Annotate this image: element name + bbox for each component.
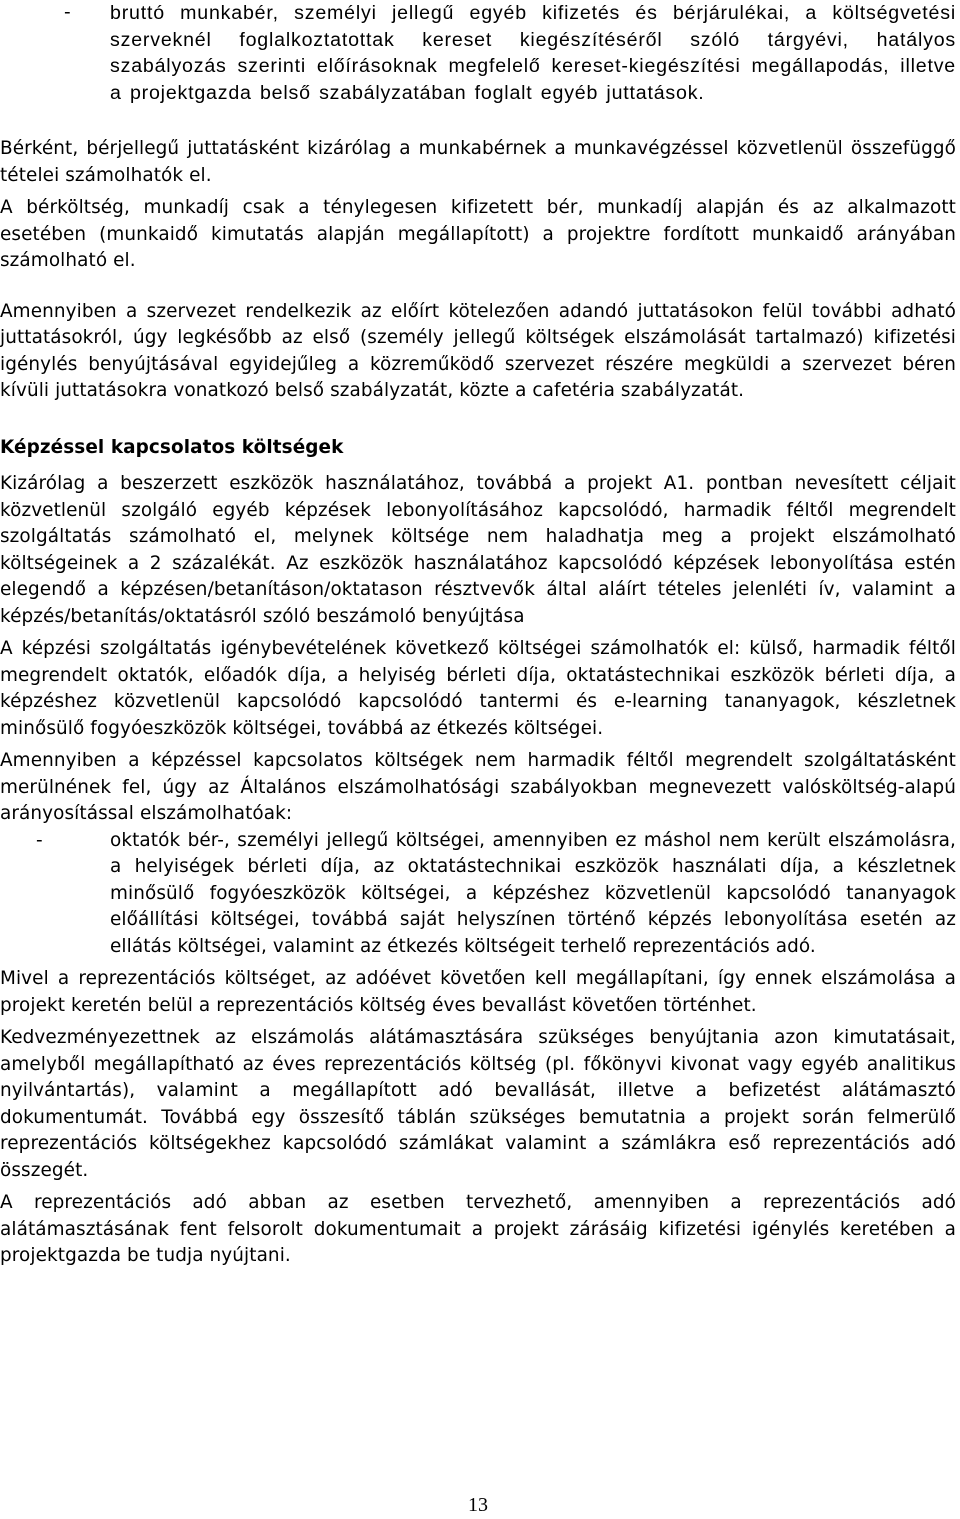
list-item-text: oktatók bér-, személyi jellegű költségei, amennyiben ez máshol nem került elszámolásra, a helyiségek bérleti díja, az oktatástechnikai eszközök használati díja, a készletnek minősülő fogyóeszközök költségei, a képzéshez közvetlenül kapcsolódó tananyagok előállítási költségei, továbbá saját helyszínen történő képzés lebonyolítása esetén az ellátás költségei, valamint az étkezés költségeit terhelő reprezentációs adó. <box>110 829 956 957</box>
section-heading: Képzéssel kapcsolatos költségek <box>0 436 344 458</box>
paragraph-representation-cost: Mivel a reprezentációs költséget, az adóévet követően kell megállapítani, így ennek elszámolása a projekt keretén belül a reprezentációs költség éves bevallást követően történhet. <box>0 968 956 1016</box>
paragraph-salary-cost: A bérköltség, munkadíj csak a ténylegesen kifizetett bér, munkadíj alapján és az alkalmazott esetében (munkaidő kimutatás alapján megállapított) a projektre fordított munkaidő arányában számolható el. <box>0 197 956 271</box>
list-bullet: - <box>64 2 71 23</box>
paragraph-representation-tax: A reprezentációs adó abban az esetben tervezhető, amennyiben a reprezentációs adó alátámasztásának fent felsorolt dokumentumait a projekt zárásáig kifizetési igénylés keretében a projektgazda be tudja nyújtani. <box>0 1192 956 1266</box>
paragraph-training-costs: A képzési szolgáltatás igénybevételének következő költségei számolhatók el: külső, harmadik féltől megrendelt oktatók, előadók díja, a helyiség bérleti díja, oktatástechnikai eszközök bérleti díja, a képzéshez közvetlenül kapcsolódó kapcsolódó tantermi és e-learning tananyagok, készletnek minősülő fogyóeszközök költségei, továbbá az étkezés költségei. <box>0 638 956 739</box>
list-bullet: - <box>36 829 43 851</box>
paragraph-internal-training: Amennyiben a képzéssel kapcsolatos költségek nem harmadik féltől megrendelt szolgáltatásként merülnének fel, úgy az Általános elszámolhatósági szabályokban megnevezett valósköltség-alapú arányosítással elszámolhatóak: <box>0 750 956 824</box>
page-number: 13 <box>468 1494 488 1516</box>
paragraph-training-services: Kizárólag a beszerzett eszközök használatához, továbbá a projekt A1. pontban nevesített céljait közvetlenül szolgáló egyéb képzések lebonyolításához kapcsolódó, harmadik féltől megrendelt szolgáltatás számolható el, melynek költsége nem haladhatja meg a projekt elszámolható költségeinek a 2 százalékát. Az eszközök használatához kapcsolódó képzések lebonyolítása estén elegendő a képzésen/betanításon/oktatason résztvevők által aláírt tételes jelenléti ív, valamint a képzés/betanítás/oktatásról szóló beszámoló benyújtása <box>0 473 956 627</box>
list-item <box>0 0 956 106</box>
list-item-text: bruttó munkabér, személyi jellegű egyéb kifizetés és bérjárulékai, a költségvetési szerveknél foglalkoztatottak kereset kiegészítéséről szóló tárgyévi, hatályos szabályozás szerinti előírásoknak megfelelő kereset-kiegészítési megállapodás, illetve a projektgazda belső szabályzatában foglalt egyéb juttatások. <box>110 2 956 104</box>
paragraph-additional-benefits: Amennyiben a szervezet rendelkezik az előírt kötelezően adandó juttatásokon felül további adható juttatásokról, úgy legkésőbb az első (személy jellegű költségek elszámolását tartalmazó) kifizetési igénylés benyújtásával egyidejűleg a közreműködő szervezet részére megküldi a szervezet béren kívüli juttatásokra vonatkozó belső szabályzatát, közte a cafetéria szabályzatát. <box>0 300 956 401</box>
paragraph-salary-definition: Bérként, bérjellegű juttatásként kizárólag a munkabérnek a munkavégzéssel közvetlenül összefüggő tételei számolhatók el. <box>0 138 956 186</box>
paragraph-beneficiary-documents: Kedvezményezettnek az elszámolás alátámasztására szükséges benyújtania azon kimutatásait, amelyből megállapítható az éves reprezentációs költség (pl. főkönyvi kivonat vagy egyéb analitikus nyilvántartás), valamint a megállapított adó bevallását, illetve a befizetést alátámasztó dokumentumát. Továbbá egy összesítő táblán szükséges bemutatnia a projekt során felmerülő reprezentációs költségekhez kapcsolódó számlákat valamint a számlákra eső reprezentációs adó összegét. <box>0 1027 956 1181</box>
list-item <box>0 828 956 961</box>
